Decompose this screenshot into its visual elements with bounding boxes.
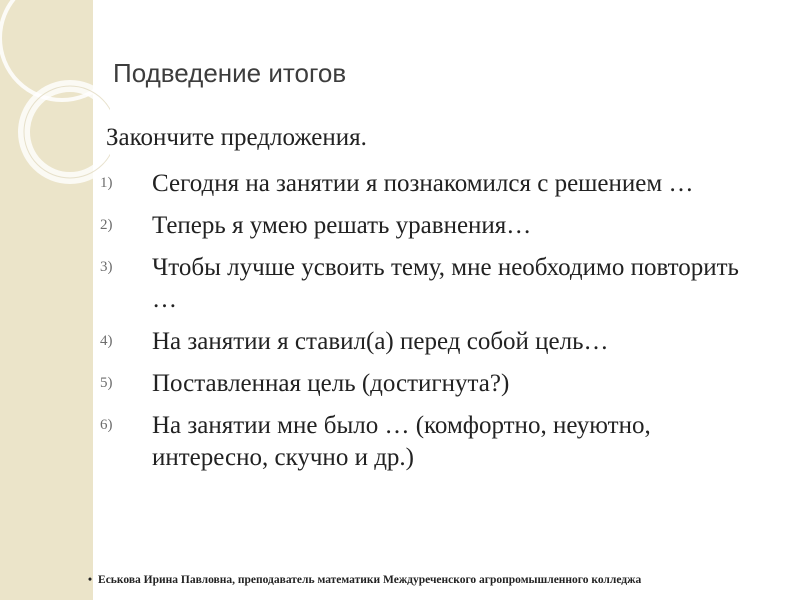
- item-text: Чтобы лучше усвоить тему, мне необходимо повторить …: [152, 254, 739, 313]
- list-item: [100, 252, 740, 316]
- item-text: Поставленная цель (достигнута?): [152, 370, 510, 397]
- item-text: Сегодня на занятии я познакомился с решением …: [152, 170, 694, 197]
- item-text: На занятии мне было … (комфортно, неуютно, интересно, скучно и др.): [152, 412, 651, 471]
- decorative-rings: [0, 0, 110, 220]
- list-item: [100, 410, 740, 474]
- sentence-list: [100, 168, 740, 484]
- list-item: [100, 210, 740, 242]
- item-text: Теперь я умею решать уравнения…: [152, 212, 532, 239]
- slide-title: Подведение итогов: [113, 58, 347, 88]
- slide-subtitle: Закончите предложения.: [106, 124, 367, 151]
- list-item: [100, 326, 740, 358]
- item-number: 6): [100, 417, 113, 433]
- footer-text: Еськова Ирина Павловна, преподаватель математики Междуреченского агропромышленного колледжа: [98, 574, 642, 586]
- list-item: [100, 168, 740, 200]
- item-number: 5): [100, 375, 113, 391]
- item-number: 4): [100, 333, 113, 349]
- item-number: 3): [100, 259, 113, 275]
- list-item: [100, 368, 740, 400]
- author-footer: [88, 574, 641, 586]
- item-text: На занятии я ставил(а) перед собой цель…: [152, 328, 609, 355]
- item-number: 2): [100, 217, 113, 233]
- footer-bullet: •: [88, 574, 93, 586]
- item-number: 1): [100, 175, 113, 191]
